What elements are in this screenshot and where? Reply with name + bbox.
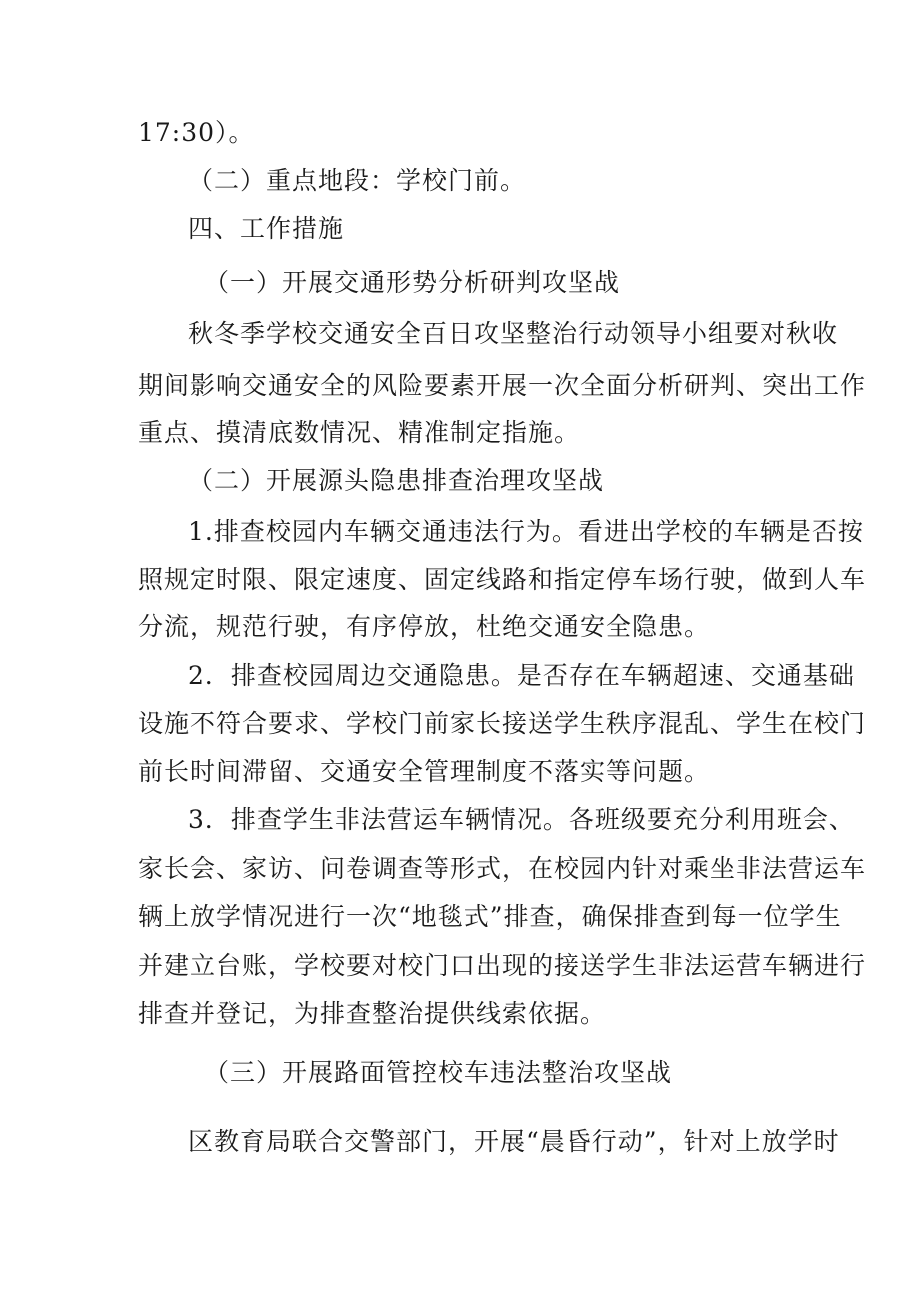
section-heading-measures: 四、工作措施 bbox=[188, 214, 345, 243]
paragraph-1-line-1: 秋冬季学校交通安全百日攻坚整治行动领导小组要对秋收 bbox=[188, 319, 839, 348]
item-1-line-2: 照规定时限、限定速度、固定线路和指定停车场行驶，做到人车 bbox=[138, 565, 867, 594]
text-line-time-range-end: 17:30）。 bbox=[138, 118, 255, 147]
item-3-line-2: 家长会、家访、问卷调查等形式，在校园内针对乘坐非法营运车 bbox=[138, 854, 867, 883]
item-3-line-5: 排查并登记，为排查整治提供线索依据。 bbox=[138, 999, 607, 1028]
subheading-1: （一）开展交通形势分析研判攻坚战 bbox=[204, 268, 621, 297]
item-2-line-1: 2．排查校园周边交通隐患。是否存在车辆超速、交通基础 bbox=[188, 661, 855, 690]
item-1-line-3: 分流，规范行驶，有序停放，杜绝交通安全隐患。 bbox=[138, 612, 711, 641]
item-1-line-1: 1.排查校园内车辆交通违法行为。看进出学校的车辆是否按 bbox=[188, 517, 864, 546]
item-2-line-2: 设施不符合要求、学校门前家长接送学生秩序混乱、学生在校门 bbox=[138, 709, 867, 738]
item-3-line-1: 3．排查学生非法营运车辆情况。各班级要充分利用班会、 bbox=[188, 805, 855, 834]
item-3-line-3: 辆上放学情况进行一次“地毯式”排查，确保排查到每一位学生 bbox=[138, 902, 842, 931]
item-2-line-3: 前长时间滞留、交通安全管理制度不落实等问题。 bbox=[138, 757, 711, 786]
text-line-key-location: （二）重点地段：学校门前。 bbox=[188, 166, 527, 195]
paragraph-1-line-3: 重点、摸清底数情况、精准制定指施。 bbox=[138, 418, 581, 447]
paragraph-1-line-2: 期间影响交通安全的风险要素开展一次全面分析研判、突出工作 bbox=[138, 371, 867, 400]
subheading-3: （三）开展路面管控校车违法整治攻坚战 bbox=[204, 1058, 673, 1087]
paragraph-3-line-1: 区教育局联合交警部门，开展“晨昏行动”，针对上放学时 bbox=[188, 1127, 840, 1156]
subheading-2: （二）开展源头隐患排查治理攻坚战 bbox=[188, 466, 605, 495]
item-3-line-4: 并建立台账，学校要对校门口出现的接送学生非法运营车辆进行 bbox=[138, 951, 867, 980]
